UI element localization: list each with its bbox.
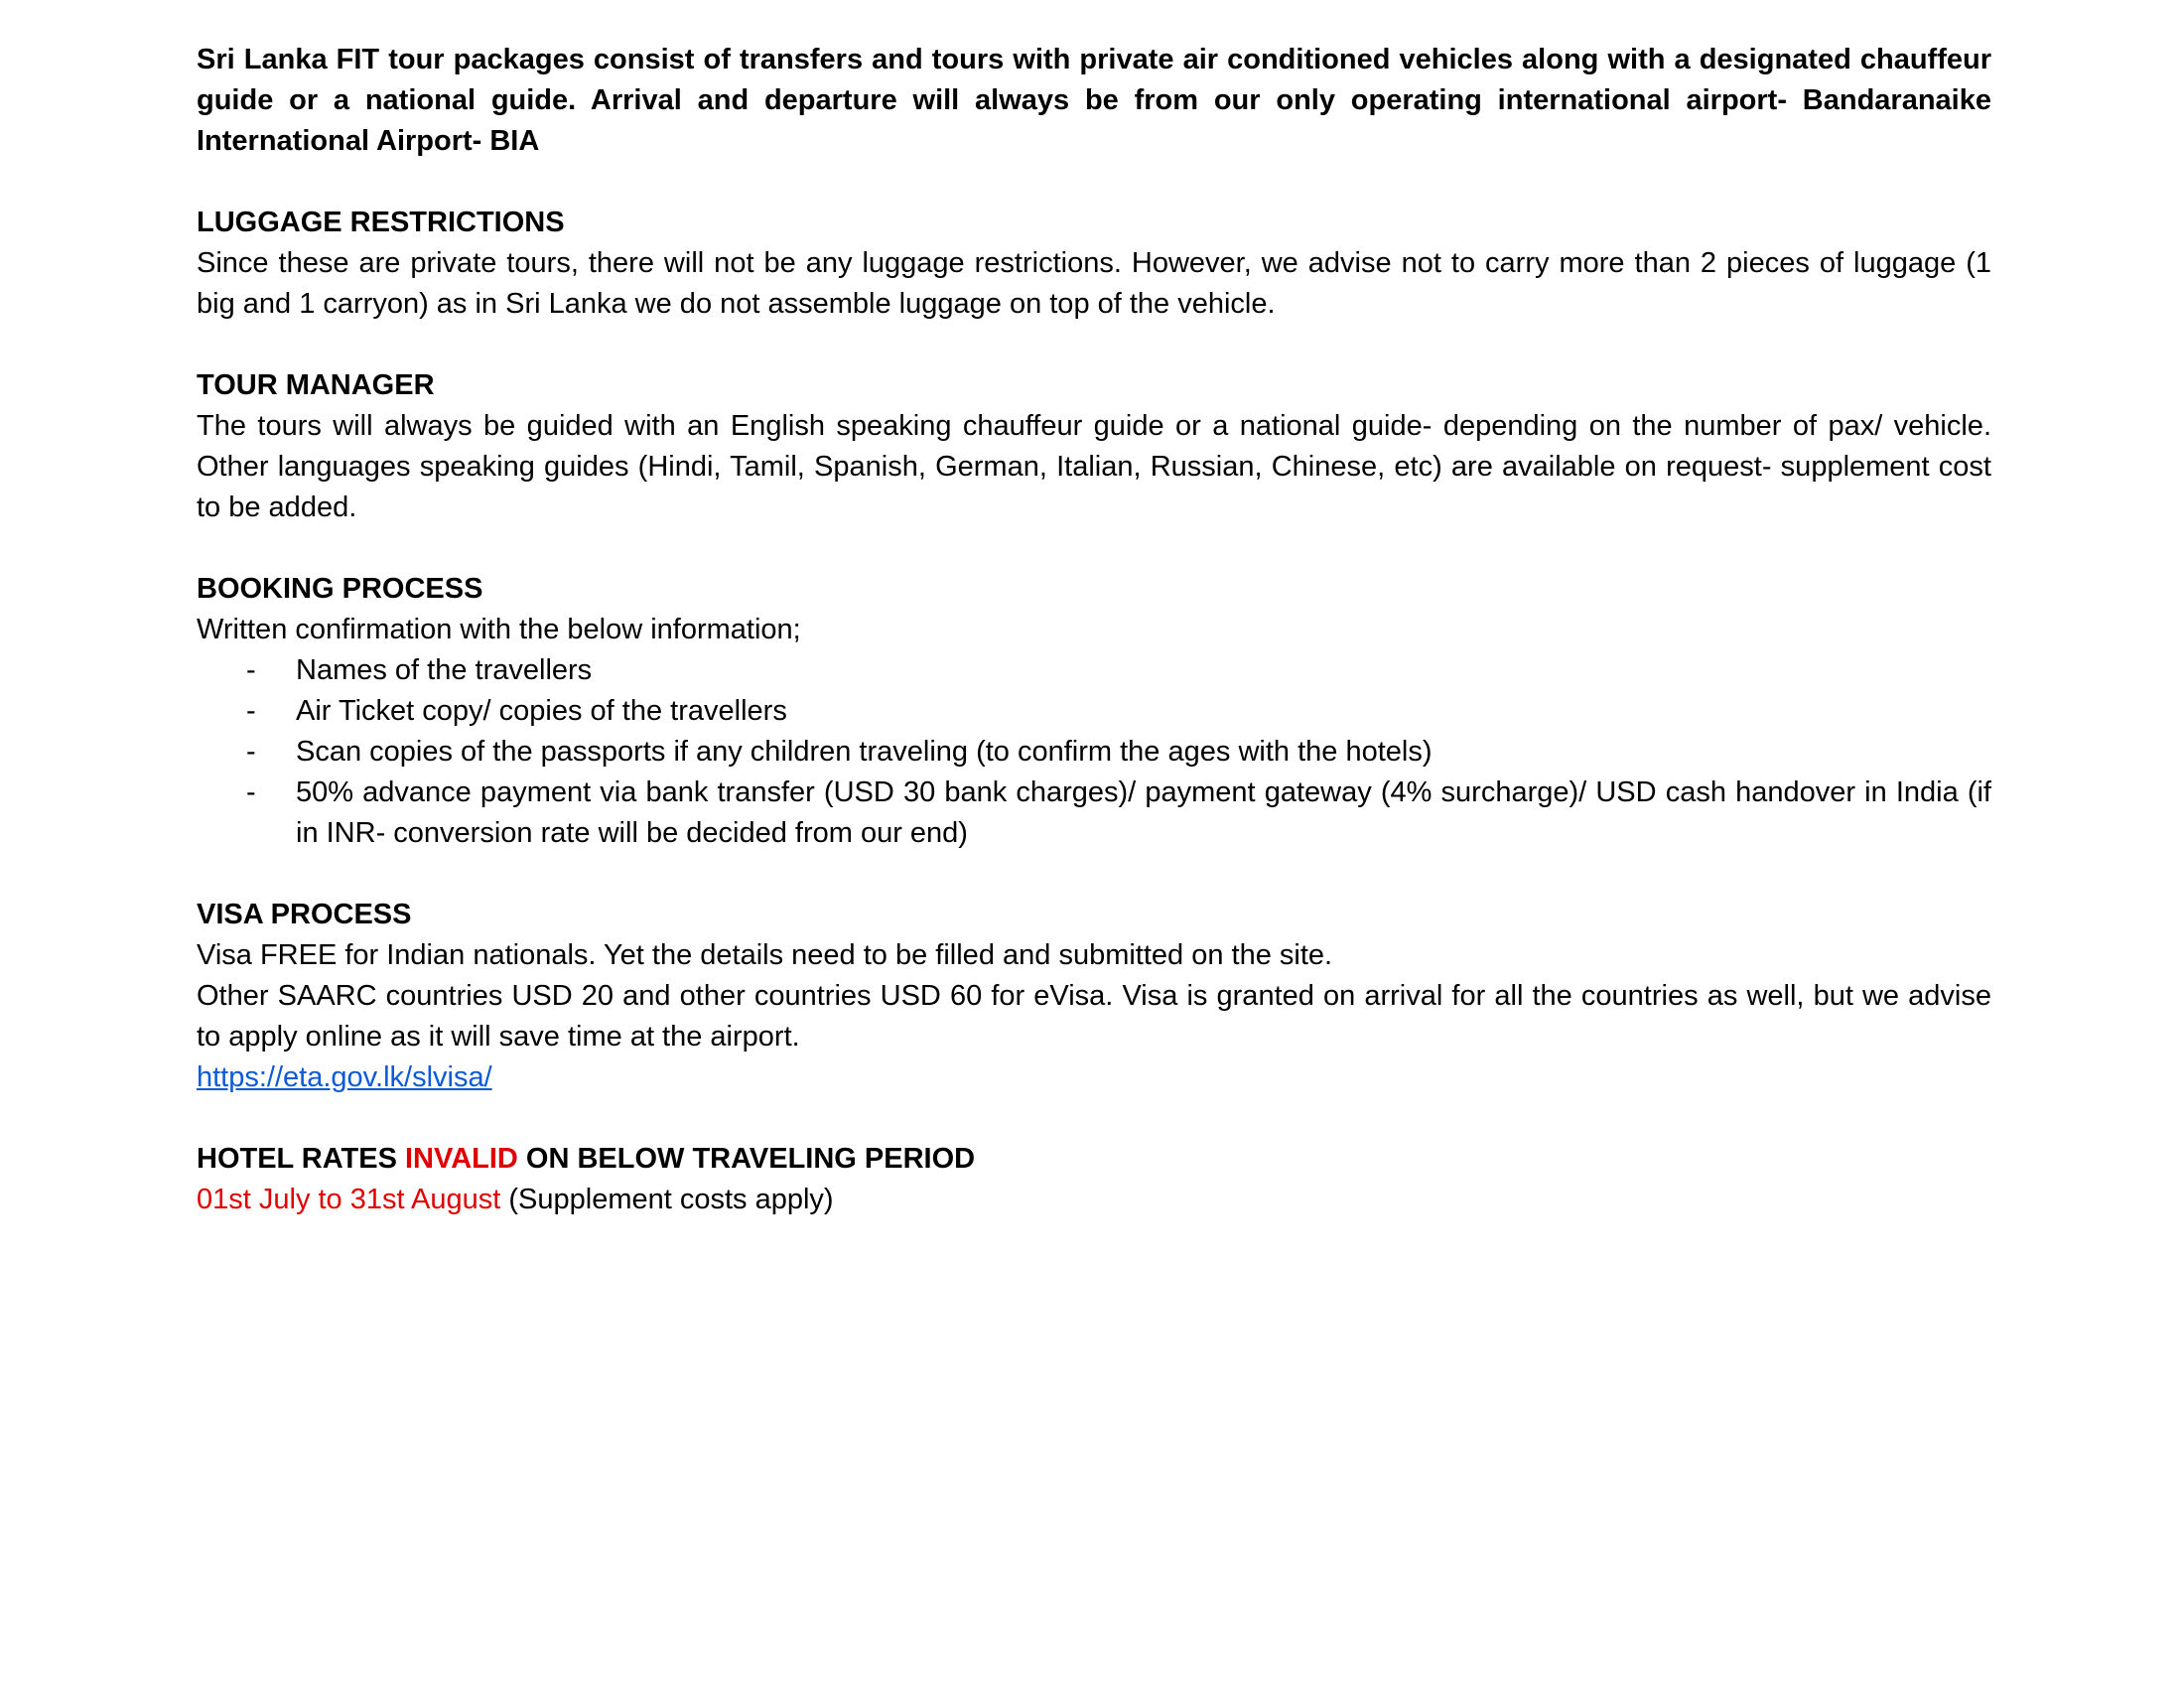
tour-manager-heading: TOUR MANAGER [197,369,435,401]
dash-bullet: - [246,776,256,808]
visa-section [197,895,1991,1098]
booking-section [197,569,1991,854]
luggage-heading: LUGGAGE RESTRICTIONS [197,207,565,238]
list-item [197,773,1991,854]
supplement-note: (Supplement costs apply) [500,1184,834,1215]
luggage-section [197,203,1991,325]
invalid-period: 01st July to 31st August [197,1184,501,1215]
booking-requirements-list [197,650,1991,854]
list-item [197,650,1991,691]
booking-intro: Written confirmation with the below information; [197,614,801,645]
luggage-text: Since these are private tours, there will not be any luggage restrictions. However, we advise not to carry more than 2 pieces of luggage (1 big and 1 carryon) as in Sri Lanka we do not assemble luggage on top of the vehicle. [197,247,1991,320]
visa-link-line [197,1057,1991,1098]
tour-manager-section [197,365,1991,528]
invalid-highlight: INVALID [405,1143,518,1175]
hotel-heading-part-1: HOTEL RATES [197,1143,405,1175]
list-item [197,691,1991,732]
hotel-period-line [197,1180,1991,1220]
hotel-rates-heading [197,1139,1991,1180]
intro-paragraph: Sri Lanka FIT tour packages consist of transfers and tours with private air conditioned vehicles along with a designated chauffeur guide or a national guide. Arrival and departure will always be from our only operating international airport- Bandaranaike International Airport- BIA [197,44,1991,157]
visa-heading: VISA PROCESS [197,899,412,930]
visa-website-link[interactable]: https://eta.gov.lk/slvisa/ [197,1061,492,1093]
list-item [197,732,1991,773]
list-item-text: Names of the travellers [296,654,593,686]
list-item-text: Scan copies of the passports if any children traveling (to confirm the ages with the hotels) [296,736,1433,768]
dash-bullet: - [246,654,256,686]
list-item-text: 50% advance payment via bank transfer (USD 30 bank charges)/ payment gateway (4% surcharge)/ USD cash handover in India (if in INR- conversion rate will be decided from our end) [296,776,1991,849]
list-item-text: Air Ticket copy/ copies of the travellers [296,695,787,727]
dash-bullet: - [246,736,256,768]
document-page [197,40,1991,1220]
booking-heading: BOOKING PROCESS [197,573,483,605]
tour-manager-text: The tours will always be guided with an English speaking chauffeur guide or a national guide- depending on the number of pax/ vehicle. Other languages speaking guides (Hindi, Tamil, Spanish, German, Italian, Russian, Chinese, etc) are available on request- supplement cost to be added. [197,410,1991,523]
dash-bullet: - [246,695,256,727]
hotel-heading-part-2: ON BELOW TRAVELING PERIOD [517,1143,976,1175]
visa-line-2: Other SAARC countries USD 20 and other countries USD 60 for eVisa. Visa is granted on arrival for all the countries as well, but we advise to apply online as it will save time at the airport. [197,980,1991,1053]
hotel-rates-section [197,1139,1991,1220]
visa-line-1: Visa FREE for Indian nationals. Yet the details need to be filled and submitted on the site. [197,939,1333,971]
